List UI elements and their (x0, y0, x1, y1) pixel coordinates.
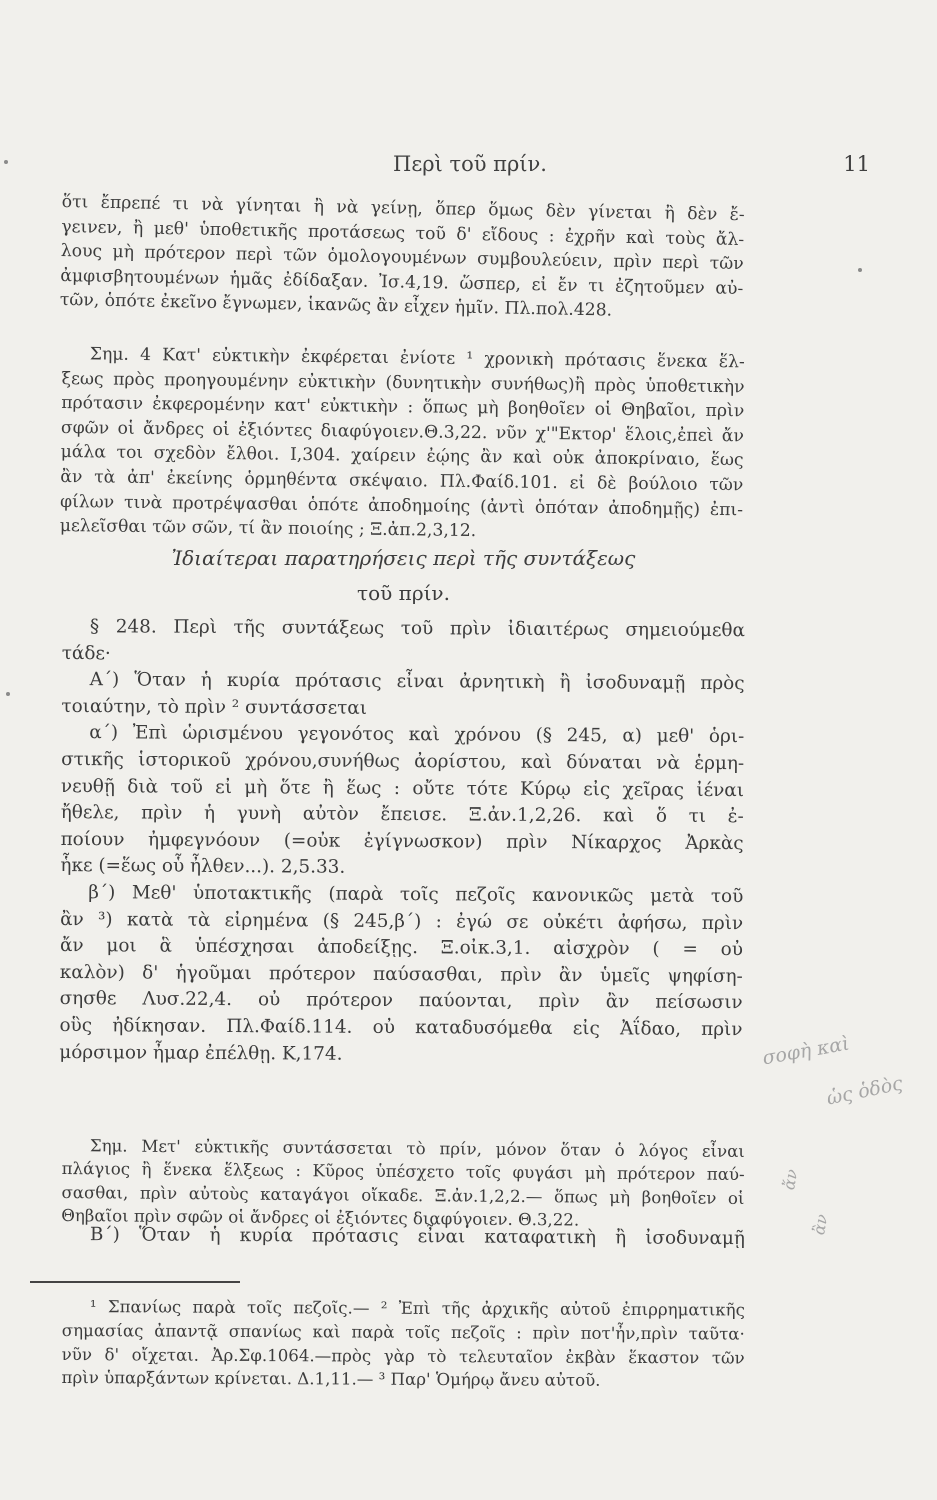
paragraph-continuation (60, 190, 745, 326)
text-line: Σημ. 4 Κατ' εὐκτικὴν ἐκφέρεται ἐνίοτε ¹ χρονικὴ πρότασις ἕνεκα ἕλ- (89, 344, 745, 373)
text-line: καλὸν) δ' ἡγοῦμαι πρότερον παύσασθαι, πρὶν ἂν ὑμεῖς ψηφίση- (59, 961, 743, 987)
text-line: τῶν, ὁπότε ἐκεῖνο ἔγνωμεν, ἱκανῶς ἂν εἶχεν ἡμῖν. Πλ.πολ.428. (59, 290, 613, 321)
handwritten-margin-note: σοφὴ καὶ (760, 1032, 852, 1070)
section-heading: Ἰδιαίτεραι παρατηρήσεις περὶ τῆς συντάξεως (171, 546, 636, 570)
section-heading-line2: τοῦ πρίν. (357, 581, 450, 605)
handwritten-margin-note: ἂν (809, 1212, 832, 1237)
text-line: Β΄) Ὅταν ἡ κυρία πρότασις εἶναι καταφατικὴ ἢ ἰσοδυναμῇ (89, 1224, 745, 1250)
footnote-line: ¹ Σπανίως παρὰ τοῖς πεζοῖς.— ² Ἐπὶ τῆς ἀρχικῆς αὐτοῦ ἐπιρρηματικῆς (89, 1297, 745, 1320)
text-line: στικῆς ἱστορικοῦ χρόνου,συνήθως ἀορίστου, καὶ δύναται νὰ ἑρμη- (61, 748, 745, 775)
text-line: σασθαι, πρὶν αὐτοὺς καταγάγοι οἴκαδε. Ξ.ἀν.1,2,2.— ὅπως μὴ βοηθοῖεν οἱ (61, 1182, 745, 1208)
text-line: ποίουν ἠμφεγνόουν (=οὐκ ἐγίγνωσκον) πρὶν Νίκαρχος Ἀρκὰς (60, 828, 744, 854)
note-paragraph (60, 342, 745, 547)
scan-speck (858, 268, 862, 272)
text-line: ἂν τὰ ἀπ' ἐκείνης ὁρμηθέντα σκέψαιο. Πλ.Φαίδ.101. εἰ δὲ βούλοιο τῶν (60, 466, 744, 496)
footnotes (62, 1295, 745, 1394)
footnote-line: πρὶν ὑπαρξάντων κρίνεται. Δ.1,11.— ³ Παρ' Ὁμήρῳ ἄνευ αὐτοῦ. (61, 1368, 601, 1391)
page-number: 11 (843, 152, 870, 176)
text-line: πλάγιος ἢ ἕνεκα ἕλξεως : Κῦρος ὑπέσχετο τοῖς φυγάσι μὴ πρότερον παύ- (61, 1159, 745, 1185)
text-line: πρότασιν ἐκφερομένην κατ' εὐκτικὴν : ὅπως μὴ βοηθοῖεν οἱ Θηβαῖοι, πρὶν (61, 393, 745, 422)
section-248 (59, 614, 745, 1070)
text-line: λους μὴ πρότερον περὶ τῶν ὁμολογουμένων συμβουλεύειν, πρὶν περὶ τῶν (60, 241, 744, 275)
text-line: ξεως πρὸς προηγουμένην εὐκτικὴν (δυνητικὴν συνήθως)ἢ πρὸς ὑποθετικὴν (61, 368, 745, 397)
text-line: σφῶν οἱ ἄνδρες οἱ ἐξιόντες διαφύγοιεν.Θ.3,22. νῦν χ'"Εκτορ' ἕλοις,ἐπεὶ ἄν (60, 417, 745, 447)
text-line: τοιαύτην, τὸ πρὶν ² συντάσσεται (61, 695, 368, 719)
text-line: φίλων τινὰ προτρέψασθαι ὁπότε ἀποδημοίης (ἀντὶ ὁπόταν ἀποδημῇς) ἐπι- (59, 491, 744, 520)
text-line: ἧκε (=ἕως οὗ ἦλθεν...). 2,5.33. (60, 855, 346, 879)
scan-speck (6, 692, 10, 696)
text-line: β΄) Μεθ' ὑποτακτικῆς (παρὰ τοῖς πεζοῖς κανονικῶς μετὰ τοῦ (88, 882, 744, 908)
handwritten-margin-note: ὡς ὁδὸς (824, 1072, 905, 1110)
text-line: οὓς ἠδίκησαν. Πλ.Φαίδ.114. οὐ καταδυσόμεθα εἰς Ἀΐδαο, πρὶν (59, 1014, 743, 1041)
text-line: α΄) Ἐπὶ ὡρισμένου γεγονότος καὶ χρόνου (§ 245, α) μεθ' ὁρι- (89, 722, 745, 748)
text-line: μάλα τοι σχεδὸν ἔλθοι. Ι,304. χαίρειν ἐῴης ἂν καὶ οὐκ ἀποκρίναιο, ἕως (60, 442, 744, 471)
text-line: ἤθελε, πρὶν ἡ γυνὴ αὐτὸν ἔπεισε. Ξ.ἀν.1,2,26. καὶ ὅ τι ἐ- (60, 802, 744, 828)
text-line: μελεῖσθαι τῶν σῶν, τί ἂν ποιοίης ; Ξ.ἀπ.2,3,12. (59, 516, 477, 542)
note-paragraph-2 (61, 1134, 745, 1234)
text-line: ὅτι ἔπρεπέ τι νὰ γίνηται ἢ νὰ γείνῃ, ὅπερ ὅμως δὲν γίνεται ἢ δὲν ἔ- (61, 191, 745, 226)
text-line: Α΄) Ὅταν ἡ κυρία πρότασις εἶναι ἀρνητικὴ ἢ ἰσοδυναμῇ πρὸς (89, 669, 745, 695)
text-line: σησθε Λυσ.22,4. οὐ πρότερον παύονται, πρὶν ἂν πείσωσιν (59, 988, 743, 1014)
text-line: Σημ. Μετ' εὐκτικῆς συντάσσεται τὸ πρίν, μόνον ὅταν ὁ λόγος εἶναι (89, 1136, 745, 1161)
text-line: νευθῇ διὰ τοῦ εἰ μὴ ὅτε ἢ ἕως : οὔτε τότε Κύρῳ εἰς χεῖρας ἰέναι (60, 775, 745, 801)
text-line: Θηβαῖοι πρὶν σφῶν οἱ ἄνδρες οἱ ἐξιόντες διαφύγοιεν. Θ.3,22. (61, 1206, 580, 1230)
text-line: μόρσιμον ἦμαρ ἐπέλθῃ. Κ,174. (59, 1041, 343, 1065)
footnote-line: σημασίας ἀπαντᾷ σπανίως καὶ παρὰ τοῖς πεζοῖς : πρὶν ποτ'ἦν,πρὶν ταῦτα· (61, 1320, 745, 1344)
text-line: § 248. Περὶ τῆς συντάξεως τοῦ πρὶν ἰδιαιτέρως σημειούμεθα (89, 616, 745, 642)
text-line: ἄν μοι ἃ ὑπέσχησαι ἀποδείξῃς. Ξ.οἰκ.3,1. αἰσχρὸν ( = οὐ (59, 935, 744, 961)
text-line: τάδε· (61, 642, 111, 664)
subsection-b (62, 1222, 745, 1252)
running-title: Περὶ τοῦ πρίν. (393, 152, 547, 176)
handwritten-margin-note: ἄν (779, 1167, 802, 1192)
text-line: γεινεν, ἢ μεθ' ὑποθετικῆς προτάσεως τοῦ δ' εἴδους : ἐχρῆν καὶ τοὺς ἄλ- (61, 216, 745, 250)
page-header (70, 152, 870, 182)
scan-speck (4, 160, 8, 164)
footnote-rule (30, 1281, 240, 1283)
text-line: ἀμφισβητουμένων ἡμᾶς ἐδίδαξαν. Ἰσ.4,19. ὥσπερ, εἰ ἔν τι ἐζητοῦμεν αὐ- (60, 265, 744, 299)
footnote-line: νῦν δ' οἴχεται. Ἀρ.Σφ.1064.—πρὸς γὰρ τὸ τελευταῖον ἐκβὰν ἕκαστον τῶν (61, 1344, 745, 1368)
text-line: ἂν ³) κατὰ τὰ εἰρημένα (§ 245,β΄) : ἐγώ σε οὐκέτι ἀφήσω, πρὶν (60, 908, 744, 934)
